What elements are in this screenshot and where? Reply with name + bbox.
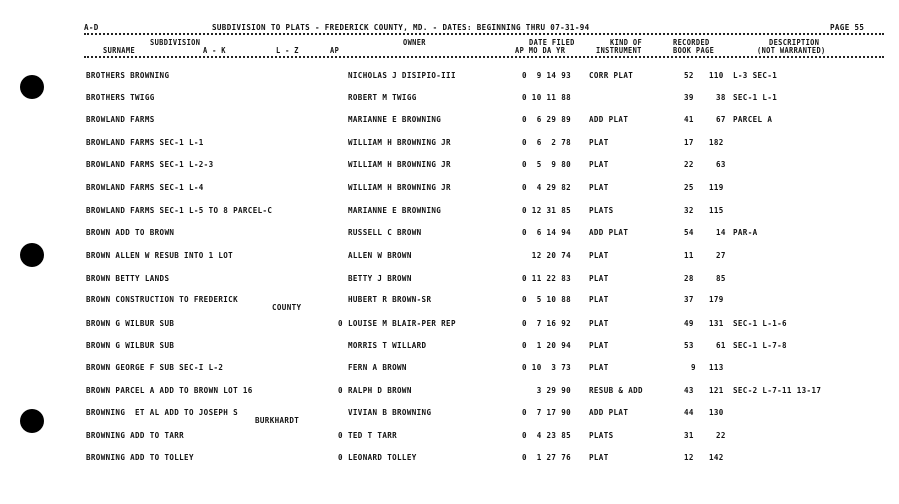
table-row (0, 385, 899, 399)
page-cell: 63 (716, 159, 726, 169)
table-row (0, 205, 899, 219)
table-row (0, 114, 899, 128)
table-row (0, 92, 899, 106)
owner-cell: MARIANNE E BROWNING (348, 114, 442, 124)
date-cell: 0 1 27 76 (522, 452, 572, 462)
kind-cell: PLAT (589, 273, 609, 283)
date-cell: 0 4 23 85 (522, 430, 572, 440)
page-cell: 27 (716, 250, 726, 260)
subdivision-cell: BROWN PARCEL A ADD TO BROWN LOT 16 (86, 385, 253, 395)
subdivision-cell: BROWN BETTY LANDS (86, 273, 170, 283)
owner-cell: WILLIAM H BROWNING JR (348, 182, 451, 192)
kind-cell: PLAT (589, 362, 609, 372)
owner-cell: VIVIAN B BROWNING (348, 407, 432, 417)
table-row (0, 227, 899, 241)
owner-cell: RUSSELL C BROWN (348, 227, 422, 237)
subdivision-cell: BROWLAND FARMS SEC-1 L-4 (86, 182, 204, 192)
ap-cell: 0 (338, 318, 343, 328)
col-ap-mo-da-yr: AP MO DA YR (515, 46, 566, 55)
page-cell: 179 (709, 294, 724, 304)
table-row (0, 273, 899, 287)
owner-cell: NICHOLAS J DISIPIO-III (348, 70, 456, 80)
header-rule (84, 33, 884, 37)
col-lz: L - Z (276, 46, 299, 55)
date-cell: 0 5 10 88 (522, 294, 572, 304)
date-cell: 0 12 31 85 (522, 205, 572, 215)
subdivision-cell: BROWNING ADD TO TARR (86, 430, 185, 440)
owner-cell: FERN A BROWN (348, 362, 407, 372)
owner-cell: WILLIAM H BROWNING JR (348, 159, 451, 169)
book-cell: 54 (684, 227, 694, 237)
table-row (0, 407, 899, 425)
table-row (0, 452, 899, 466)
description-cell: SEC-1 L-7-8 (733, 340, 787, 350)
subdivision-cell: BROWN ALLEN W RESUB INTO 1 LOT (86, 250, 234, 260)
kind-cell: PLAT (589, 159, 609, 169)
page-cell: 113 (709, 362, 724, 372)
kind-cell: PLAT (589, 452, 609, 462)
header-rule-bottom (84, 56, 884, 60)
page-cell: 110 (709, 70, 724, 80)
col-ap: AP (330, 46, 340, 55)
book-cell: 49 (684, 318, 694, 328)
description-cell: SEC-1 L-1-6 (733, 318, 787, 328)
subdivision-cell: BROWN G WILBUR SUB (86, 318, 175, 328)
book-cell: 41 (684, 114, 694, 124)
owner-cell: BETTY J BROWN (348, 273, 412, 283)
kind-cell: PLAT (589, 294, 609, 304)
ap-cell: 0 (338, 430, 343, 440)
subdivision-cell: BROWN ADD TO BROWN (86, 227, 175, 237)
book-cell: 39 (684, 92, 694, 102)
report-title: SUBDIVISION TO PLATS - FREDERICK COUNTY, MD. - DATES: BEGINNING THRU 07-31-94 (212, 22, 590, 32)
owner-cell: LEONARD TOLLEY (348, 452, 417, 462)
col-owner: OWNER (403, 38, 426, 47)
table-row (0, 294, 899, 312)
table-row (0, 430, 899, 444)
ap-cell: 0 (338, 452, 343, 462)
col-kind-of: KIND OF (610, 38, 643, 47)
ap-cell: 0 (338, 385, 343, 395)
date-cell: 0 10 3 73 (522, 362, 572, 372)
date-cell: 0 1 20 94 (522, 340, 572, 350)
book-cell: 53 (684, 340, 694, 350)
subdivision-cell: BROWLAND FARMS SEC-1 L-2-3 (86, 159, 214, 169)
kind-cell: RESUB & ADD (589, 385, 643, 395)
col-instrument: INSTRUMENT (596, 46, 642, 55)
book-cell: 25 (684, 182, 694, 192)
date-cell: 0 11 22 83 (522, 273, 572, 283)
owner-cell: RALPH D BROWN (348, 385, 412, 395)
subdivision-cell: BROWN G WILBUR SUB (86, 340, 175, 350)
col-recorded: RECORDED (673, 38, 710, 47)
page-number: PAGE 55 (830, 22, 865, 32)
description-cell: SEC-2 L-7-11 13-17 (733, 385, 822, 395)
col-surname: SURNAME (103, 46, 136, 55)
subdivision-cell: BROTHERS TWIGG (86, 92, 155, 102)
col-ak: A - K (203, 46, 226, 55)
table-row (0, 318, 899, 332)
kind-cell: PLAT (589, 137, 609, 147)
book-cell: 17 (684, 137, 694, 147)
subdivision-cell: BROWNING ADD TO TOLLEY (86, 452, 194, 462)
book-cell: 43 (684, 385, 694, 395)
page-cell: 121 (709, 385, 724, 395)
book-cell: 37 (684, 294, 694, 304)
page-cell: 131 (709, 318, 724, 328)
date-cell: 3 29 90 (522, 385, 572, 395)
description-cell: L-3 SEC-1 (733, 70, 778, 80)
section-label: A-D (84, 22, 99, 32)
date-cell: 0 6 29 89 (522, 114, 572, 124)
date-cell: 0 7 16 92 (522, 318, 572, 328)
subdivision-cell: BROWN GEORGE F SUB SEC-I L-2 (86, 362, 224, 372)
subdivision-cell: BROWN CONSTRUCTION TO FREDERICK (86, 294, 239, 304)
description-cell: SEC-1 L-1 (733, 92, 778, 102)
page-cell: 38 (716, 92, 726, 102)
kind-cell: PLATS (589, 430, 614, 440)
page-cell: 142 (709, 452, 724, 462)
book-cell: 28 (684, 273, 694, 283)
kind-cell: PLAT (589, 182, 609, 192)
col-not-warranted: (NOT WARRANTED) (757, 46, 826, 55)
owner-cell: ROBERT M TWIGG (348, 92, 417, 102)
date-cell: 0 5 9 80 (522, 159, 572, 169)
kind-cell: ADD PLAT (589, 227, 629, 237)
book-cell: 11 (684, 250, 694, 260)
book-cell: 44 (684, 407, 694, 417)
page-cell: 85 (716, 273, 726, 283)
date-cell: 0 6 14 94 (522, 227, 572, 237)
page-cell: 61 (716, 340, 726, 350)
table-row (0, 340, 899, 354)
subdivision-cell: BROWLAND FARMS SEC-1 L-1 (86, 137, 204, 147)
book-cell: 12 (684, 452, 694, 462)
date-cell: 0 9 14 93 (522, 70, 572, 80)
kind-cell: PLAT (589, 340, 609, 350)
owner-cell: ALLEN W BROWN (348, 250, 412, 260)
kind-cell: PLAT (589, 250, 609, 260)
owner-cell: WILLIAM H BROWNING JR (348, 137, 451, 147)
book-cell: 52 (684, 70, 694, 80)
date-cell: 0 4 29 82 (522, 182, 572, 192)
col-subdivision: SUBDIVISION (150, 38, 201, 47)
table-row (0, 362, 899, 376)
table-row (0, 70, 899, 84)
book-cell: 32 (684, 205, 694, 215)
owner-cell: LOUISE M BLAIR-PER REP (348, 318, 456, 328)
kind-cell: PLATS (589, 205, 614, 215)
kind-cell: CORR PLAT (589, 70, 634, 80)
subdivision-cell: BROWLAND FARMS (86, 114, 155, 124)
col-date-filed: DATE FILED (529, 38, 575, 47)
subdivision-cell: BROWNING ET AL ADD TO JOSEPH S (86, 407, 239, 417)
owner-cell: HUBERT R BROWN-SR (348, 294, 432, 304)
table-row (0, 137, 899, 151)
col-book-page: BOOK PAGE (673, 46, 715, 55)
date-cell: 0 10 11 88 (522, 92, 572, 102)
page-cell: 182 (709, 137, 724, 147)
page-cell: 130 (709, 407, 724, 417)
page-cell: 119 (709, 182, 724, 192)
date-cell: 0 6 2 78 (522, 137, 572, 147)
owner-cell: TED T TARR (348, 430, 398, 440)
page-cell: 67 (716, 114, 726, 124)
table-row (0, 182, 899, 196)
subdivision-cell: BROTHERS BROWNING (86, 70, 170, 80)
kind-cell: PLAT (589, 318, 609, 328)
owner-cell: MORRIS T WILLARD (348, 340, 427, 350)
page-cell: 115 (709, 205, 724, 215)
date-cell: 0 7 17 90 (522, 407, 572, 417)
subdivision-continuation: BURKHARDT (255, 415, 300, 425)
page-cell: 22 (716, 430, 726, 440)
table-row (0, 250, 899, 264)
kind-cell: ADD PLAT (589, 114, 629, 124)
table-row (0, 159, 899, 173)
col-description: DESCRIPTION (769, 38, 820, 47)
description-cell: PARCEL A (733, 114, 773, 124)
subdivision-continuation: COUNTY (272, 302, 302, 312)
page-cell: 14 (716, 227, 726, 237)
book-cell: 31 (684, 430, 694, 440)
book-cell: 22 (684, 159, 694, 169)
kind-cell: ADD PLAT (589, 407, 629, 417)
description-cell: PAR-A (733, 227, 758, 237)
subdivision-cell: BROWLAND FARMS SEC-1 L-5 TO 8 PARCEL-C (86, 205, 273, 215)
book-cell: 9 (691, 362, 696, 372)
date-cell: 12 20 74 (522, 250, 572, 260)
owner-cell: MARIANNE E BROWNING (348, 205, 442, 215)
